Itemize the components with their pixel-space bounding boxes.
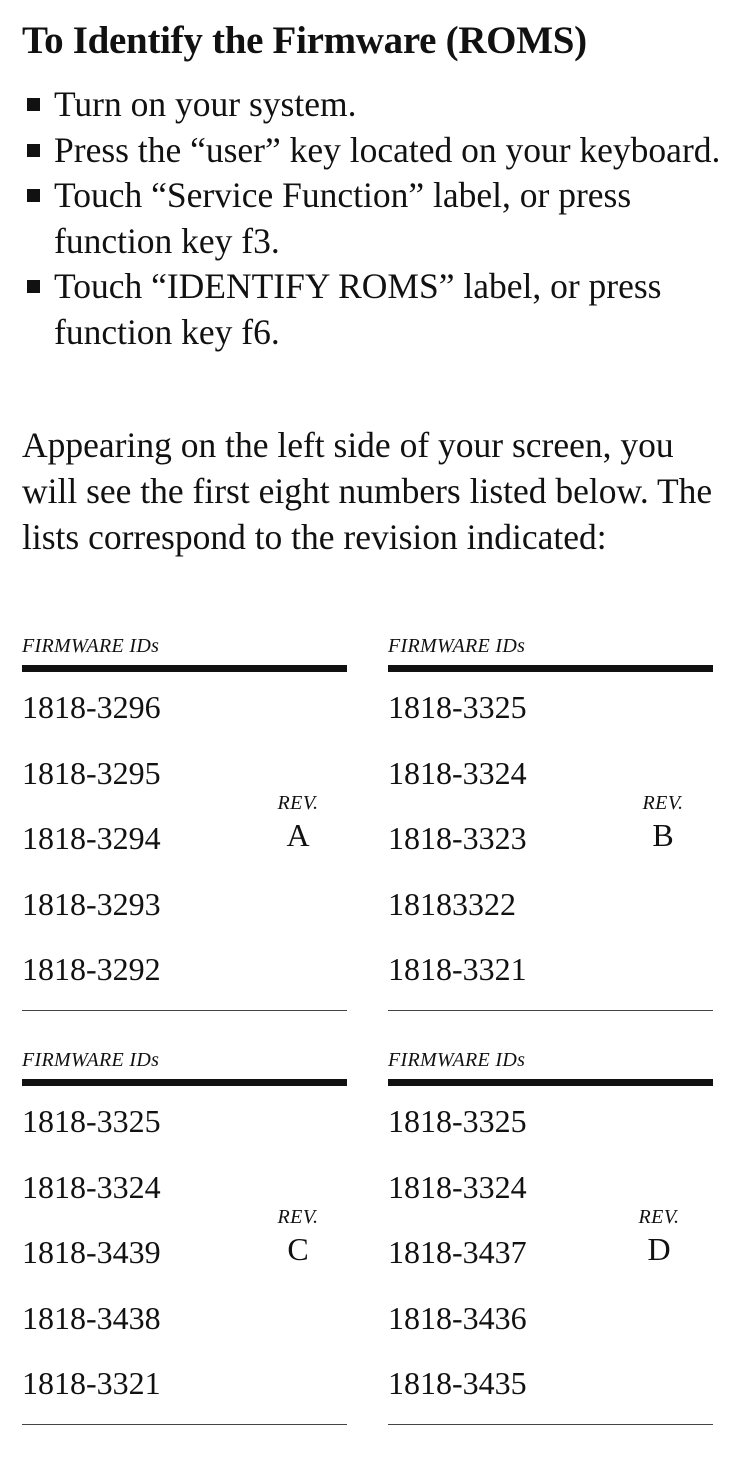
firmware-id: 1818-3296 [22,689,161,725]
step-item [22,82,722,128]
firmware-id: 1818-3325 [388,689,527,725]
table-header-rule [388,665,713,672]
step-text: Touch “IDENTIFY ROMS” label, or press function key f6. [54,266,662,352]
revision-marker [268,792,328,855]
table-rows [22,1096,347,1424]
firmware-table-rev-d [388,1045,713,1425]
revision-value: C [287,1231,309,1267]
firmware-table-rev-b [388,631,713,1011]
table-caption: FIRMWARE IDs [388,635,526,657]
table-footer-rule [388,1424,713,1425]
intro-paragraph: Appearing on the left side of your screen, you will see the first eight numbers listed below. The lists correspond to the revision indicated: [22,425,713,557]
table-rows [388,682,713,1010]
firmware-id: 1818-3324 [22,1168,161,1205]
table-footer-rule [22,1424,347,1425]
step-item [22,264,722,355]
bullet-square-icon [27,280,40,293]
table-rows [22,682,347,1010]
table-header-rule [388,1079,713,1086]
firmware-id: 1818-3439 [22,1234,161,1270]
firmware-id: 1818-3435 [388,1365,527,1401]
bullet-square-icon [27,98,40,111]
table-rows [388,1096,713,1424]
firmware-id: 1818-3321 [22,1365,161,1401]
step-item [22,173,722,264]
steps-list [22,82,722,355]
revision-value: A [286,817,310,853]
firmware-id: 1818-3437 [388,1234,527,1270]
table-footer-rule [22,1010,347,1011]
firmware-id: 18183322 [388,885,516,922]
revision-marker [633,792,693,855]
revision-label: REV. [277,792,319,814]
table-caption: FIRMWARE IDs [22,1049,160,1071]
table-footer-rule [388,1010,713,1011]
revision-marker [629,1206,689,1269]
firmware-id: 1818-3438 [22,1299,161,1336]
firmware-id: 1818-3436 [388,1299,527,1336]
firmware-id: 1818-3321 [388,951,527,987]
firmware-id: 1818-3325 [388,1103,527,1139]
firmware-id: 1818-3294 [22,820,161,856]
firmware-table-rev-a [22,631,347,1011]
revision-label: REV. [642,792,684,814]
firmware-id: 1818-3292 [22,951,161,987]
page-title: To Identify the Firmware (ROMS) [22,19,587,62]
revision-label: REV. [638,1206,680,1228]
step-text: Press the “user” key located on your keyboard. [54,129,721,170]
step-text: Turn on your system. [54,84,357,124]
firmware-id: 1818-3323 [388,820,527,856]
revision-value: D [647,1231,671,1267]
table-caption: FIRMWARE IDs [22,635,160,657]
firmware-id: 1818-3293 [22,885,161,922]
revision-marker [268,1206,328,1269]
firmware-id: 1818-3324 [388,754,527,791]
table-header-rule [22,665,347,672]
firmware-id: 1818-3295 [22,754,161,791]
table-caption: FIRMWARE IDs [388,1049,526,1071]
step-text: Touch “Service Function” label, or press function key f3. [54,175,632,261]
bullet-square-icon [27,189,40,202]
bullet-square-icon [27,144,40,157]
step-item [22,128,722,174]
firmware-id: 1818-3324 [388,1168,527,1205]
revision-value: B [652,817,674,853]
firmware-table-rev-c [22,1045,347,1425]
table-header-rule [22,1079,347,1086]
firmware-id: 1818-3325 [22,1103,161,1139]
revision-label: REV. [277,1206,319,1228]
